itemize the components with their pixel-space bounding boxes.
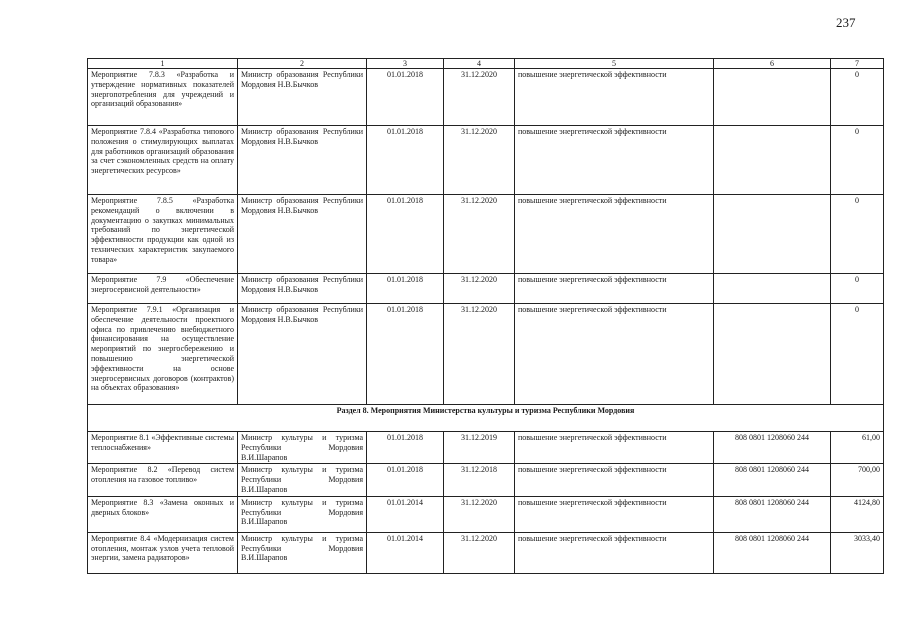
budget-code-cell xyxy=(714,69,831,126)
budget-code-cell xyxy=(714,195,831,274)
start-date-cell: 01.01.2018 xyxy=(367,274,444,304)
section-title: Раздел 8. Мероприятия Министерства культуры и туризма Республики Мордовия xyxy=(88,405,884,432)
table-row xyxy=(88,496,884,532)
amount-cell: 700,00 xyxy=(831,464,884,496)
executor-cell: Министр культуры и туризма Республики Мордовия В.И.Шарапов xyxy=(238,496,367,532)
amount-cell: 4124,80 xyxy=(831,496,884,532)
result-cell: повышение энергетической эффективности xyxy=(515,432,714,464)
result-cell: повышение энергетической эффективности xyxy=(515,464,714,496)
executor-cell: Министр образования Республики Мордовия Н.В.Бычков xyxy=(238,304,367,405)
column-number: 7 xyxy=(831,59,884,69)
table-row xyxy=(88,274,884,304)
column-number: 2 xyxy=(238,59,367,69)
section-row xyxy=(88,405,884,432)
end-date-cell: 31.12.2018 xyxy=(444,464,515,496)
column-number: 5 xyxy=(515,59,714,69)
start-date-cell: 01.01.2018 xyxy=(367,69,444,126)
end-date-cell: 31.12.2019 xyxy=(444,432,515,464)
result-cell: повышение энергетической эффективности xyxy=(515,274,714,304)
end-date-cell: 31.12.2020 xyxy=(444,304,515,405)
result-cell: повышение энергетической эффективности xyxy=(515,304,714,405)
amount-cell: 0 xyxy=(831,274,884,304)
measures-table xyxy=(87,58,884,574)
executor-cell: Министр культуры и туризма Республики Мордовия В.И.Шарапов xyxy=(238,464,367,496)
table-row xyxy=(88,432,884,464)
start-date-cell: 01.01.2018 xyxy=(367,464,444,496)
event-cell: Мероприятие 8.3 «Замена оконных и дверных блоков» xyxy=(88,496,238,532)
amount-cell: 3033,40 xyxy=(831,532,884,573)
event-cell: Мероприятие 7.9.1 «Организация и обеспечение деятельности проектного офиса по привлечению внебюджетного финансирования на осуществление мероприятий по энергосбережению и повышению энергетической эффективности на основе энергосервисных договоров (контрактов) на объектах образования» xyxy=(88,304,238,405)
table-row xyxy=(88,464,884,496)
amount-cell: 0 xyxy=(831,69,884,126)
event-cell: Мероприятие 7.8.4 «Разработка типового положения о стимулирующих выплатах для работников организаций образования за счет сэкономленных средств на оплату энергетических ресурсов» xyxy=(88,126,238,195)
budget-code-cell xyxy=(714,274,831,304)
result-cell: повышение энергетической эффективности xyxy=(515,69,714,126)
executor-cell: Министр культуры и туризма Республики Мордовия В.И.Шарапов xyxy=(238,532,367,573)
executor-cell: Министр образования Республики Мордовия Н.В.Бычков xyxy=(238,195,367,274)
event-cell: Мероприятие 8.1 «Эффективные системы теплоснабжения» xyxy=(88,432,238,464)
result-cell: повышение энергетической эффективности xyxy=(515,532,714,573)
executor-cell: Министр культуры и туризма Республики Мордовия В.И.Шарапов xyxy=(238,432,367,464)
result-cell: повышение энергетической эффективности xyxy=(515,195,714,274)
end-date-cell: 31.12.2020 xyxy=(444,69,515,126)
end-date-cell: 31.12.2020 xyxy=(444,496,515,532)
budget-code-cell: 808 0801 1208060 244 xyxy=(714,532,831,573)
end-date-cell: 31.12.2020 xyxy=(444,532,515,573)
start-date-cell: 01.01.2018 xyxy=(367,195,444,274)
start-date-cell: 01.01.2014 xyxy=(367,532,444,573)
amount-cell: 0 xyxy=(831,304,884,405)
event-cell: Мероприятие 7.9 «Обеспечение энергосервисной деятельности» xyxy=(88,274,238,304)
end-date-cell: 31.12.2020 xyxy=(444,195,515,274)
column-number: 4 xyxy=(444,59,515,69)
result-cell: повышение энергетической эффективности xyxy=(515,126,714,195)
executor-cell: Министр образования Республики Мордовия Н.В.Бычков xyxy=(238,126,367,195)
executor-cell: Министр образования Республики Мордовия Н.В.Бычков xyxy=(238,274,367,304)
column-number: 6 xyxy=(714,59,831,69)
table-row xyxy=(88,126,884,195)
column-number: 3 xyxy=(367,59,444,69)
start-date-cell: 01.01.2014 xyxy=(367,496,444,532)
event-cell: Мероприятие 8.2 «Перевод систем отопления на газовое топливо» xyxy=(88,464,238,496)
end-date-cell: 31.12.2020 xyxy=(444,126,515,195)
page-number: 237 xyxy=(836,15,856,30)
budget-code-cell: 808 0801 1208060 244 xyxy=(714,432,831,464)
start-date-cell: 01.01.2018 xyxy=(367,432,444,464)
budget-code-cell xyxy=(714,126,831,195)
budget-code-cell: 808 0801 1208060 244 xyxy=(714,496,831,532)
start-date-cell: 01.01.2018 xyxy=(367,304,444,405)
budget-code-cell xyxy=(714,304,831,405)
event-cell: Мероприятие 7.8.3 «Разработка и утверждение нормативных показателей энергопотребления для учреждений и организаций образования» xyxy=(88,69,238,126)
event-cell: Мероприятие 8.4 «Модернизация систем отопления, монтаж узлов учета тепловой энергии, замена радиаторов» xyxy=(88,532,238,573)
table-row xyxy=(88,532,884,573)
end-date-cell: 31.12.2020 xyxy=(444,274,515,304)
budget-code-cell: 808 0801 1208060 244 xyxy=(714,464,831,496)
column-number-row xyxy=(88,59,884,69)
amount-cell: 0 xyxy=(831,195,884,274)
event-cell: Мероприятие 7.8.5 «Разработка рекомендаций о включении в документацию о закупках минимальных требований по энергетической эффективности продукции как одной из технических характеристик закупаемого товара» xyxy=(88,195,238,274)
table-row xyxy=(88,69,884,126)
amount-cell: 61,00 xyxy=(831,432,884,464)
amount-cell: 0 xyxy=(831,126,884,195)
table-row xyxy=(88,195,884,274)
start-date-cell: 01.01.2018 xyxy=(367,126,444,195)
executor-cell: Министр образования Республики Мордовия Н.В.Бычков xyxy=(238,69,367,126)
column-number: 1 xyxy=(88,59,238,69)
table-row xyxy=(88,304,884,405)
result-cell: повышение энергетической эффективности xyxy=(515,496,714,532)
